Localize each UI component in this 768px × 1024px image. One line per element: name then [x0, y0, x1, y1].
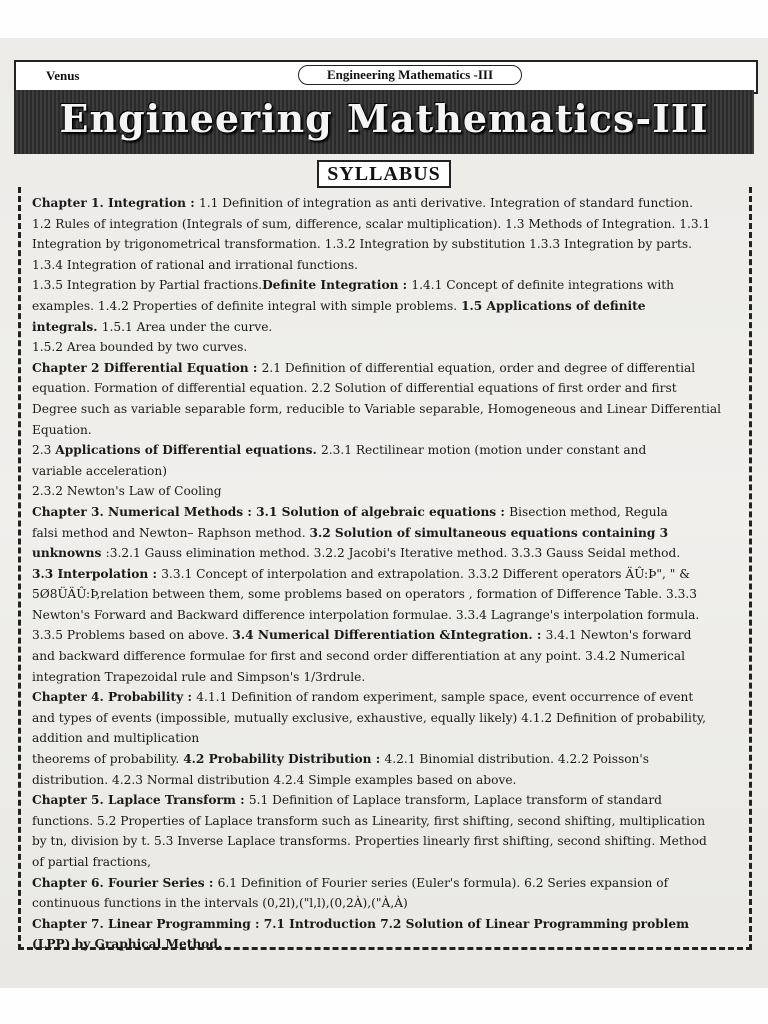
syllabus-line [32, 275, 750, 296]
body-text: 2.3.1 Rectilinear motion (motion under constant and [320, 443, 647, 458]
syllabus-line [32, 625, 750, 646]
syllabus-line [32, 543, 750, 564]
body-text: of partial fractions, [32, 855, 151, 869]
bold-heading-text: 1.5 Applications of definite [461, 298, 646, 313]
syllabus-line [32, 728, 750, 749]
bold-heading-text: 3.3 Interpolation : [32, 566, 162, 581]
body-text: 1.1 Definition of integration as anti derivative. Integration of standard function. [199, 196, 694, 210]
syllabus-line [32, 749, 750, 770]
syllabus-line [32, 481, 750, 502]
body-text: examples. 1.4.2 Properties of definite integral with simple problems. [32, 298, 462, 313]
body-text: variable acceleration) [32, 463, 167, 478]
body-text: 1.3.4 Integration of rational and irrational functions. [32, 257, 359, 272]
syllabus-line [32, 399, 750, 420]
syllabus-line [32, 687, 750, 708]
syllabus-line [32, 873, 750, 894]
syllabus-line [32, 440, 750, 461]
body-text: 1.5.1 Area under the curve. [101, 319, 273, 334]
body-text: distribution. 4.2.3 Normal distribution 4.2.4 Simple examples based on above. [32, 772, 517, 787]
syllabus-line [32, 852, 750, 873]
bold-heading-text: Chapter 2 Differential Equation : [32, 360, 262, 375]
syllabus-line [32, 770, 750, 791]
syllabus-line [32, 296, 750, 317]
bold-heading-text: Chapter 1. Integration : [32, 196, 200, 210]
bold-heading-text: integrals. [32, 319, 102, 334]
title-banner [14, 90, 754, 154]
syllabus-line [32, 317, 750, 338]
body-text: 3.4.1 Newton's forward [545, 628, 692, 643]
body-text: Bisection method, Regula [509, 504, 668, 519]
body-text: Equation. [32, 422, 92, 437]
body-text: functions. 5.2 Properties of Laplace transform such as Linearity, first shifting, second shifting, multiplication [32, 813, 706, 828]
body-text: integration Trapezoidal rule and Simpson's 1/3rdrule. [32, 669, 366, 684]
bold-heading-text: (LPP) by Graphical Method. [32, 937, 223, 952]
bold-heading-text: Chapter 5. Laplace Transform : [32, 793, 249, 808]
body-text: by tn, division by t. 5.3 Inverse Laplace transforms. Properties linearly first shifting, second shifting. Method [32, 834, 707, 849]
syllabus-line [32, 502, 750, 523]
body-text: falsi method and Newton– Raphson method. [32, 525, 310, 540]
syllabus-line [32, 646, 750, 667]
body-text: and backward difference formulae for first and second order differentiation at any point. 3.4.2 Numerical [32, 649, 686, 664]
syllabus-line [32, 234, 750, 255]
body-text: 2.3.2 Newton's Law of Cooling [32, 484, 222, 499]
syllabus-heading-wrap [14, 160, 754, 188]
body-text: 1.2 Rules of integration (Integrals of sum, difference, scalar multiplication). 1.3 Methods of Integration. 1.3.1 [32, 216, 711, 231]
syllabus-line [32, 461, 750, 482]
body-text: 1.5.2 Area bounded by two curves. [32, 340, 248, 355]
body-text: 1.3.5 Integration by Partial fractions. [32, 278, 263, 293]
syllabus-line [32, 667, 750, 688]
syllabus-line [32, 420, 750, 441]
body-text: addition and multiplication [32, 731, 200, 746]
body-text: equation. Formation of differential equation. 2.2 Solution of differential equations of first order and first [32, 381, 677, 396]
body-text: 3.3.1 Concept of interpolation and extrapolation. 3.3.2 Different operators ÄÛ:Þ", " & [161, 566, 691, 581]
body-text: 4.2.1 Binomial distribution. 4.2.2 Poisson's [384, 752, 650, 767]
bold-heading-text: Applications of Differential equations. [55, 443, 321, 458]
syllabus-line [32, 255, 750, 276]
syllabus-line [32, 337, 750, 358]
body-text: and types of events (impossible, mutually exclusive, exhaustive, equally likely) 4.1.2 Definition of probability, [32, 710, 706, 725]
bold-heading-text: 3.2 Solution of simultaneous equations containing 3 [309, 525, 669, 540]
body-text: theorems of probability. [32, 752, 184, 767]
syllabus-line [32, 214, 750, 235]
running-header [14, 60, 758, 94]
syllabus-line [32, 831, 750, 852]
body-text: Degree such as variable separable form, reducible to Variable separable, Homogeneous and Linear Differential [32, 401, 722, 416]
body-text: 5.1 Definition of Laplace transform, Laplace transform of standard [248, 793, 662, 808]
bold-heading-text: Chapter 6. Fourier Series : [32, 875, 218, 890]
body-text: 6.1 Definition of Fourier series (Euler's formula). 6.2 Series expansion of [217, 875, 669, 890]
syllabus-line [32, 378, 750, 399]
bold-heading-text: Chapter 3. Numerical Methods : 3.1 Solution of algebraic equations : [32, 504, 510, 519]
publisher-name: Venus [46, 68, 80, 83]
syllabus-line [32, 605, 750, 626]
body-text: 4.1.1 Definition of random experiment, sample space, event occurrence of event [196, 690, 694, 705]
bold-heading-text: Chapter 4. Probability : [32, 690, 197, 705]
bold-heading-text: Definite Integration : [262, 278, 412, 293]
body-text: Newton's Forward and Backward difference interpolation formulae. 3.3.4 Lagrange's interpolation formula. [32, 607, 700, 622]
syllabus-line [32, 358, 750, 379]
body-text: 1.4.1 Concept of definite integrations with [411, 278, 674, 293]
book-title-tag: Engineering Mathematics -III [298, 65, 522, 85]
syllabus-heading: SYLLABUS [317, 160, 451, 188]
bold-heading-text: unknowns [32, 546, 106, 561]
syllabus-line [32, 584, 750, 605]
syllabus-line [32, 523, 750, 544]
banner-title: Engineering Mathematics-III [59, 96, 709, 141]
syllabus-line [32, 564, 750, 585]
syllabus-line [32, 914, 750, 935]
body-text: :3.2.1 Gauss elimination method. 3.2.2 Jacobi's Iterative method. 3.3.3 Gauss Seidal method. [105, 546, 681, 561]
bold-heading-text: 4.2 Probability Distribution : [183, 752, 385, 767]
syllabus-line [32, 708, 750, 729]
syllabus-line [32, 193, 750, 214]
body-text: 3.3.5 Problems based on above. [32, 628, 233, 643]
syllabus-line [32, 934, 750, 955]
body-text: continuous functions in the intervals (0,2l),("l,l),(0,2À),("À,À) [32, 896, 408, 911]
bold-heading-text: Chapter 7. Linear Programming : 7.1 Introduction 7.2 Solution of Linear Programming problem [32, 916, 690, 931]
syllabus-line [32, 893, 750, 914]
body-text: 2.1 Definition of differential equation, order and degree of differential [261, 360, 696, 375]
bold-heading-text: 3.4 Numerical Differentiation &Integration. : [232, 628, 546, 643]
body-text: 5Ø8ÜÄÛ:Þ,relation between them, some problems based on operators , formation of Difference Table. 3.3.3 [32, 587, 698, 602]
body-text: 2.3 [32, 443, 56, 458]
body-text: Integration by trigonometrical transformation. 1.3.2 Integration by substitution 1.3.3 Integration by parts. [32, 237, 693, 252]
syllabus-content [32, 193, 750, 955]
syllabus-line [32, 811, 750, 832]
syllabus-line [32, 790, 750, 811]
